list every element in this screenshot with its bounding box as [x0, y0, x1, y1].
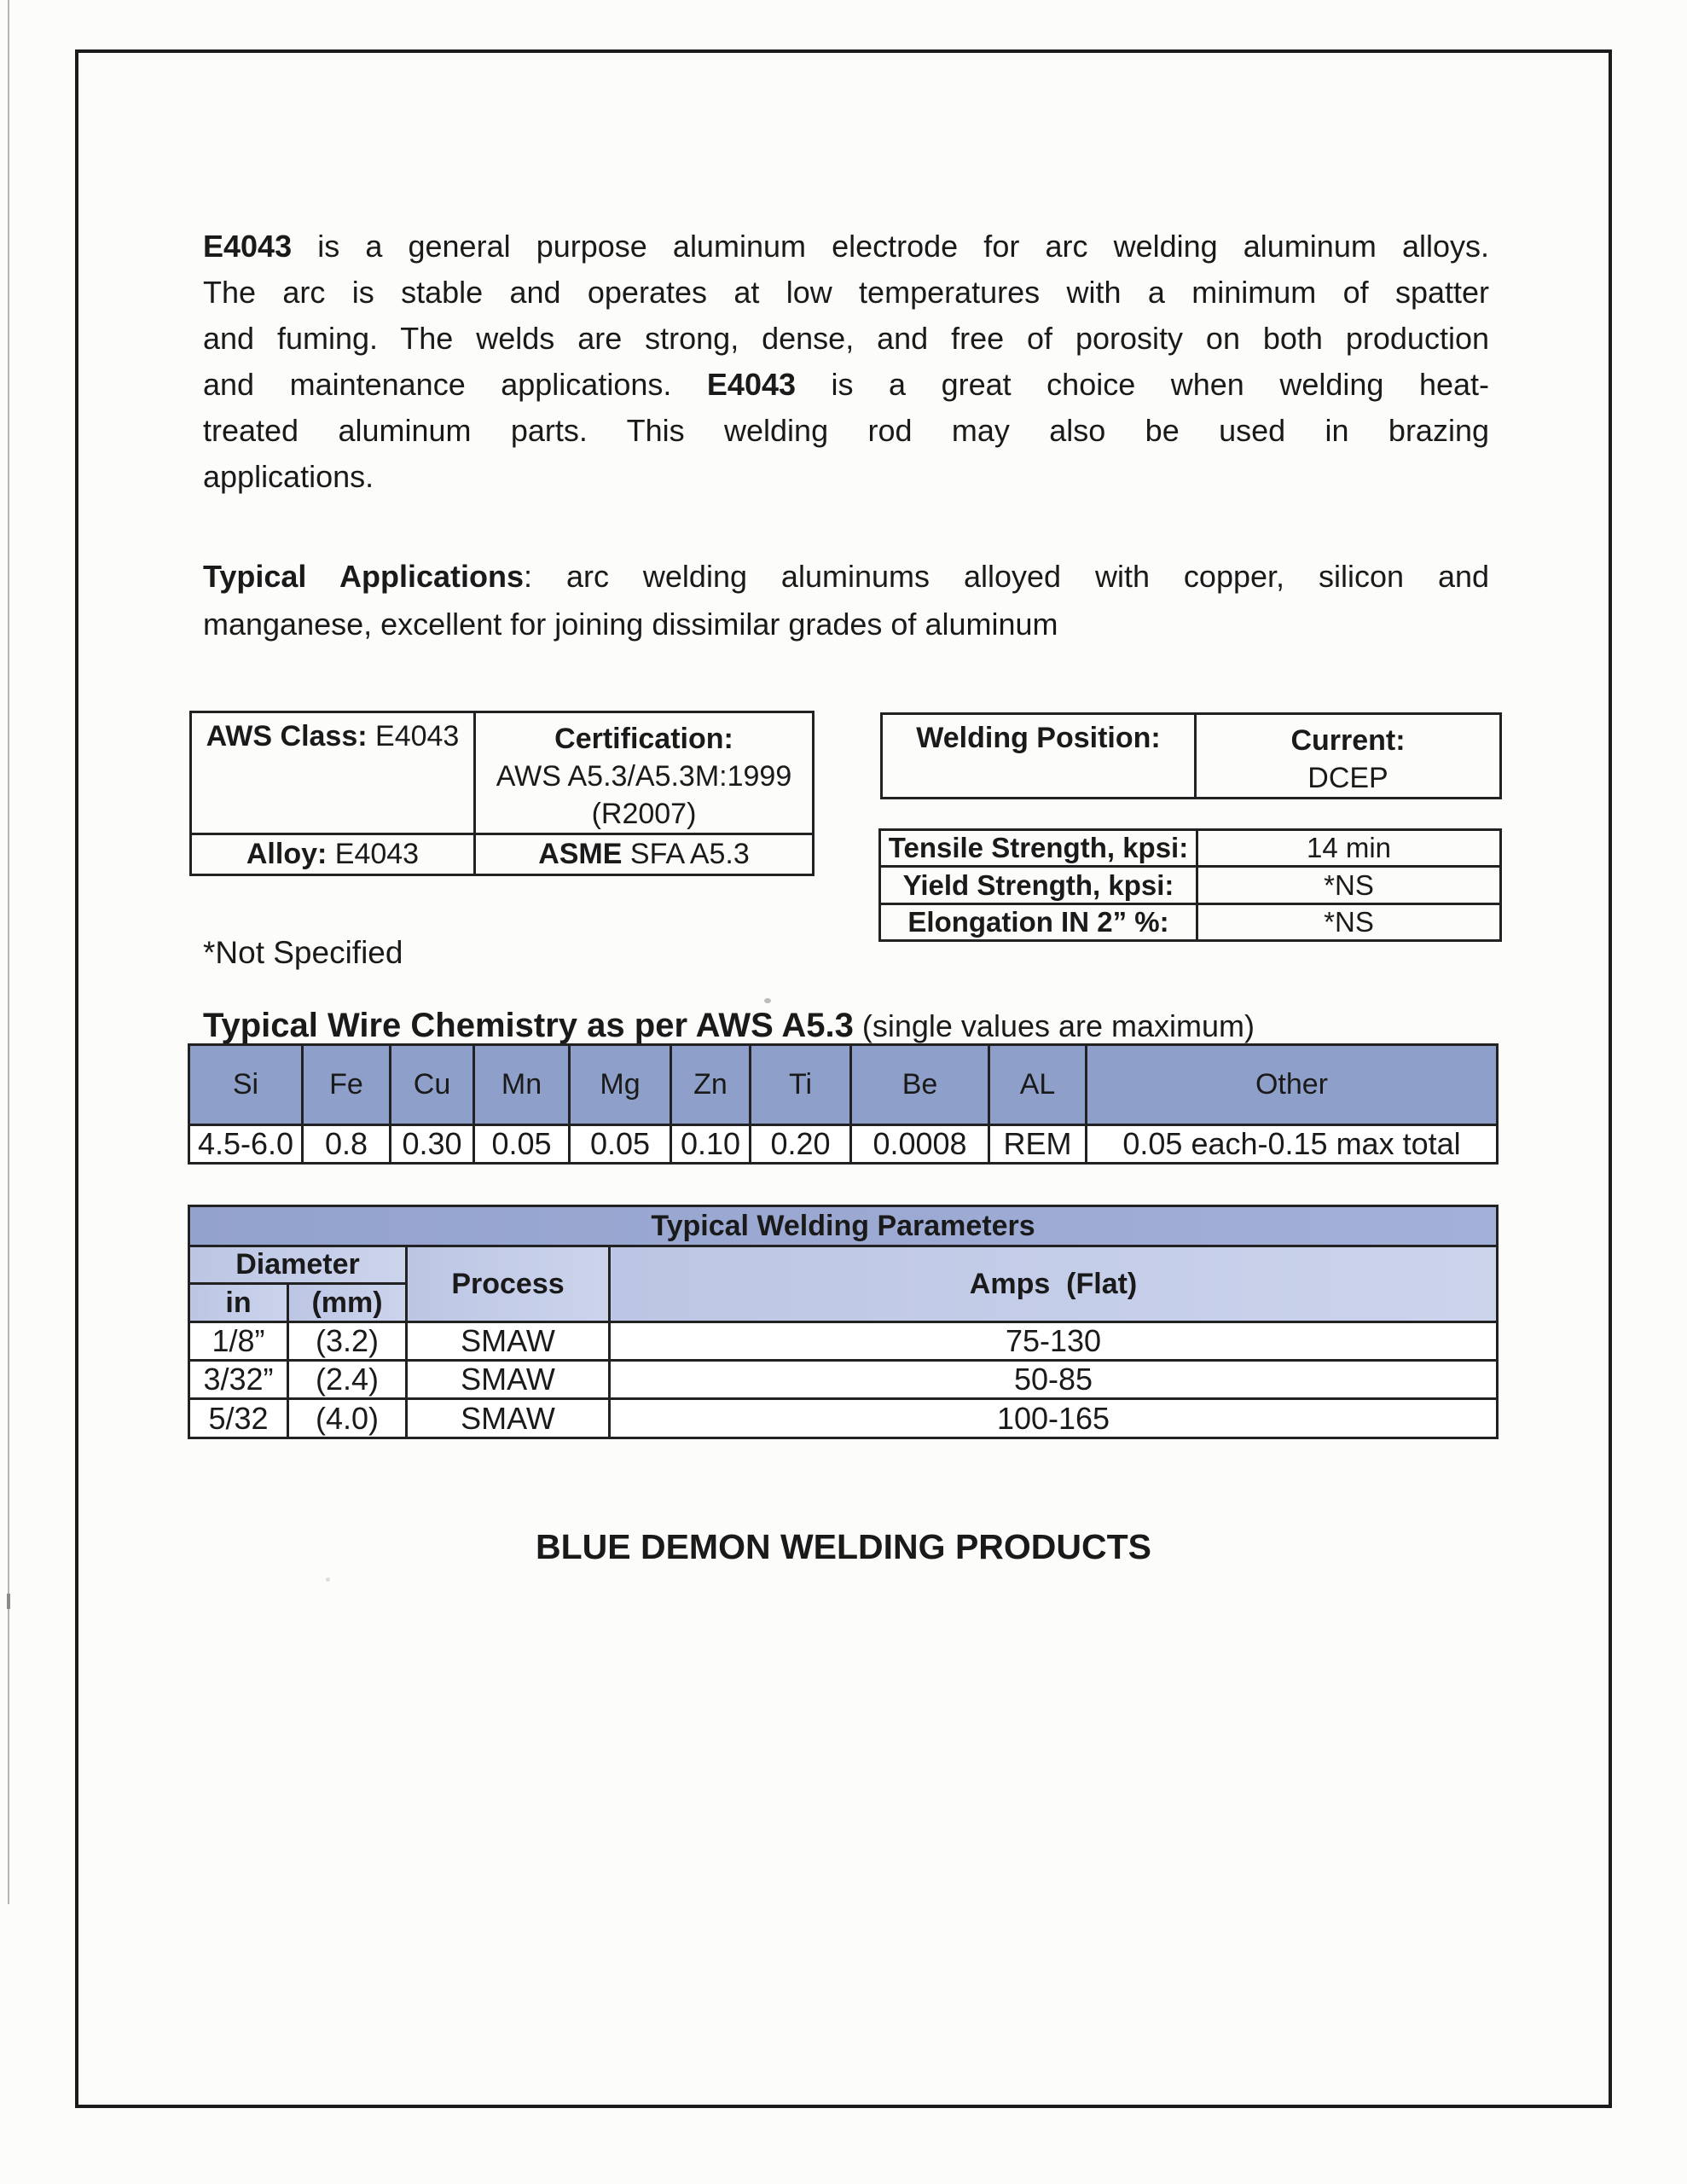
chemistry-heading	[203, 1007, 1255, 1045]
chem-header-cu: Cu	[391, 1045, 474, 1125]
aws-class-value: E4043	[375, 720, 460, 752]
diameter-in-cell: 1/8”	[189, 1322, 288, 1361]
current-cell	[1196, 714, 1501, 799]
chem-header-be: Be	[851, 1045, 989, 1125]
mechanical-properties-table	[878, 828, 1502, 942]
diameter-in-cell: 3/32”	[189, 1361, 288, 1399]
chem-value-fe: 0.8	[303, 1125, 391, 1164]
chem-value-ti: 0.20	[751, 1125, 851, 1164]
chem-header-other: Other	[1087, 1045, 1498, 1125]
product-code: E4043	[706, 367, 797, 402]
asme-label: ASME	[538, 838, 623, 870]
intro-line: The arc is stable and operates at low temperatures with a minimum of spatter	[203, 275, 1489, 310]
chem-value-zn: 0.10	[671, 1125, 751, 1164]
amps-cell: 50-85	[610, 1361, 1498, 1399]
chemistry-value-row	[189, 1125, 1498, 1164]
chem-header-si: Si	[189, 1045, 303, 1125]
yield-value-cell: *NS	[1197, 867, 1501, 904]
chemistry-header-row	[189, 1045, 1498, 1125]
diameter-in-cell: 5/32	[189, 1399, 288, 1438]
aws-class-table	[189, 711, 815, 876]
scan-artifact-mark	[7, 1594, 10, 1609]
chem-value-mg: 0.05	[570, 1125, 671, 1164]
parameter-row	[189, 1322, 1498, 1361]
chem-header-al: AL	[989, 1045, 1087, 1125]
certification-label: Certification:	[554, 723, 733, 755]
chem-header-ti: Ti	[751, 1045, 851, 1125]
intro-line: applications.	[203, 459, 374, 494]
aws-class-cell	[191, 712, 475, 834]
current-value: DCEP	[1307, 762, 1388, 794]
parameter-row	[189, 1361, 1498, 1399]
asme-value: SFA A5.3	[629, 838, 750, 870]
chemistry-subtitle: (single values are maximum)	[853, 1008, 1255, 1043]
welding-parameters-table	[188, 1205, 1499, 1439]
certification-cell	[475, 712, 814, 834]
chem-value-mn: 0.05	[474, 1125, 570, 1164]
inches-header: in	[189, 1284, 288, 1322]
scan-artifact-line	[8, 0, 9, 1904]
typical-applications-paragraph	[203, 553, 1489, 648]
process-header: Process	[407, 1246, 610, 1322]
yield-label-cell: Yield Strength, kpsi:	[880, 867, 1197, 904]
amps-cell: 75-130	[610, 1322, 1498, 1361]
alloy-value: E4043	[334, 838, 420, 870]
chem-header-mn: Mn	[474, 1045, 570, 1125]
company-name: BLUE DEMON WELDING PRODUCTS	[535, 1527, 1152, 1566]
parameters-title: Typical Welding Parameters	[189, 1206, 1498, 1246]
parameter-row	[189, 1399, 1498, 1438]
aws-class-label: AWS Class:	[206, 720, 368, 752]
mm-header: (mm)	[288, 1284, 407, 1322]
process-cell: SMAW	[407, 1361, 610, 1399]
current-label: Current:	[1290, 724, 1406, 757]
chem-value-cu: 0.30	[391, 1125, 474, 1164]
alloy-label: Alloy:	[246, 838, 328, 870]
process-cell: SMAW	[407, 1322, 610, 1361]
wire-chemistry-table	[188, 1043, 1499, 1165]
chem-value-other: 0.05 each-0.15 max total	[1087, 1125, 1498, 1164]
product-code: E4043	[203, 229, 293, 264]
not-specified-note: *Not Specified	[203, 935, 403, 970]
elongation-value-cell: *NS	[1197, 904, 1501, 941]
intro-line: and fuming. The welds are strong, dense, and free of porosity on both production	[203, 321, 1489, 356]
intro-line: and maintenance applications. E4043 is a great choice when welding heat-	[203, 367, 1489, 402]
tensile-label-cell: Tensile Strength, kpsi:	[880, 830, 1197, 867]
applications-line: manganese, excellent for joining dissimilar grades of aluminum	[203, 607, 1058, 642]
alloy-cell	[191, 834, 475, 875]
chem-value-be: 0.0008	[851, 1125, 989, 1164]
elongation-label-cell: Elongation IN 2” %:	[880, 904, 1197, 941]
diameter-mm-cell: (2.4)	[288, 1361, 407, 1399]
certification-spec: AWS A5.3/A5.3M:1999	[496, 760, 792, 793]
chem-header-mg: Mg	[570, 1045, 671, 1125]
chem-value-al: REM	[989, 1125, 1087, 1164]
chem-value-si: 4.5-6.0	[189, 1125, 303, 1164]
intro-line: E4043 is a general purpose aluminum electrode for arc welding aluminum alloys.	[203, 229, 1489, 264]
process-cell: SMAW	[407, 1399, 610, 1438]
diameter-header: Diameter	[189, 1246, 407, 1284]
chemistry-title: Typical Wire Chemistry as per AWS A5.3	[203, 1007, 854, 1044]
chem-header-zn: Zn	[671, 1045, 751, 1125]
diameter-mm-cell: (4.0)	[288, 1399, 407, 1438]
applications-line: Typical Applications: arc welding aluminums alloyed with copper, silicon and	[203, 559, 1490, 594]
intro-line: treated aluminum parts. This welding rod may also be used in brazing	[203, 413, 1489, 448]
amps-header: Amps (Flat)	[610, 1246, 1498, 1322]
asme-cell	[475, 834, 814, 875]
amps-cell: 100-165	[610, 1399, 1498, 1438]
chem-header-fe: Fe	[303, 1045, 391, 1125]
certification-revision: (R2007)	[591, 798, 697, 830]
intro-paragraph	[203, 224, 1489, 500]
tensile-value-cell: 14 min	[1197, 830, 1501, 867]
typical-applications-label: Typical Applications	[203, 559, 525, 594]
welding-position-cell	[882, 714, 1196, 799]
welding-position-table	[880, 712, 1502, 799]
diameter-mm-cell: (3.2)	[288, 1322, 407, 1361]
welding-position-label: Welding Position:	[916, 722, 1161, 754]
